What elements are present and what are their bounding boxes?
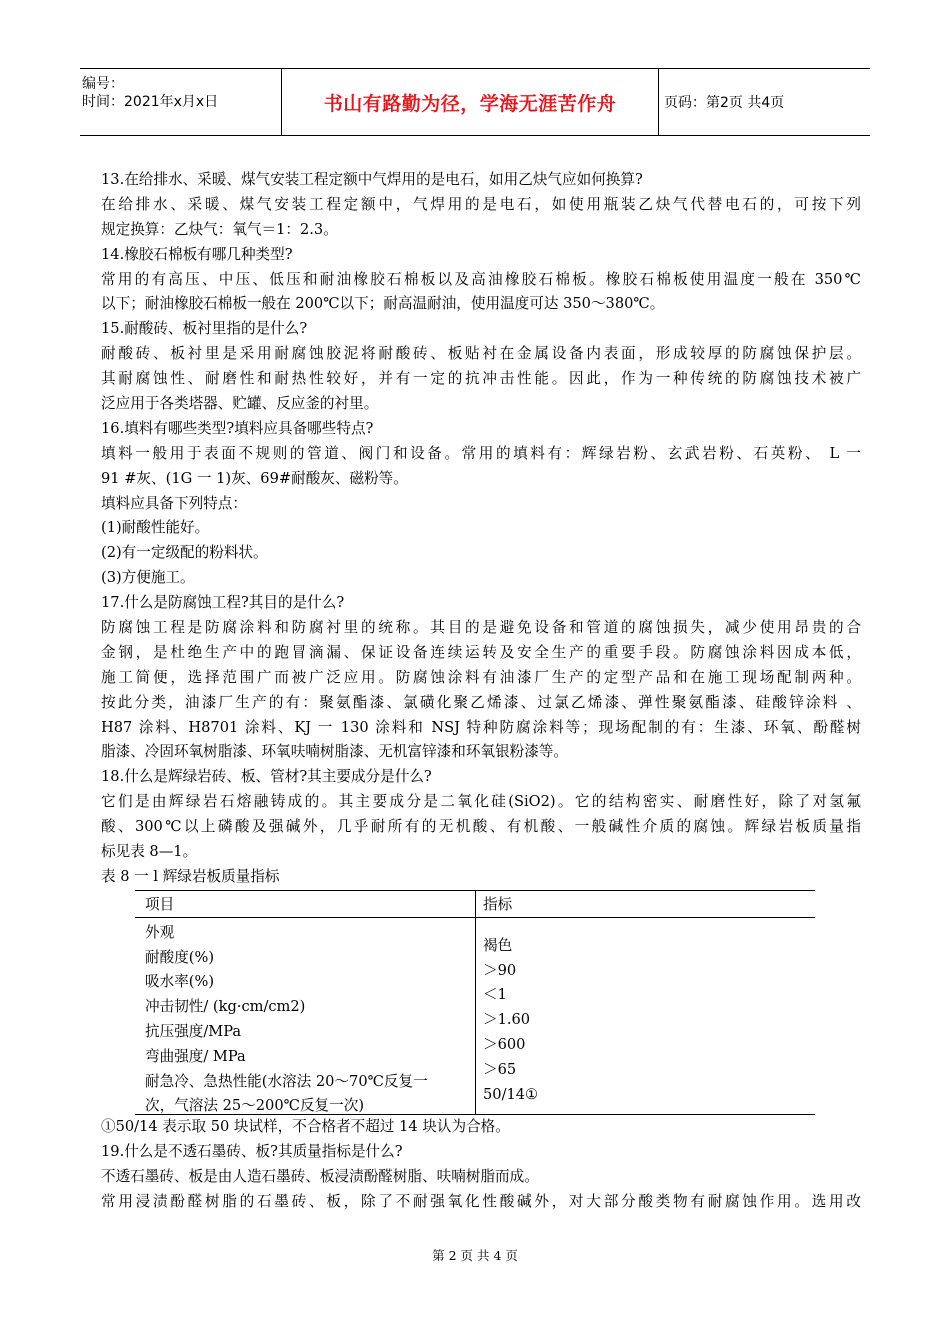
text-line: [101, 815, 861, 840]
text-line: [101, 666, 861, 691]
header-motto: 书山有路勤为径，学海无涯苦作舟: [323, 92, 617, 115]
text-block-upper: [101, 168, 861, 890]
text-line-content: 14.橡胶石棉板有哪几种类型?: [101, 245, 293, 263]
text-line: [101, 516, 861, 541]
table-item: 弯曲强度/ MPa: [145, 1047, 246, 1065]
page-footer: 第 2 页 共 4 页: [432, 1248, 518, 1263]
text-line: [101, 392, 861, 417]
text-line-content: 91 #灰、(1G 一 1)灰、69#耐酸灰、磁粉等。: [101, 469, 408, 487]
text-line: [101, 442, 861, 467]
text-line: [101, 317, 861, 342]
text-line-content: 规定换算：乙炔气：氧气＝1：2.3。: [101, 220, 338, 238]
text-line-content: 18.什么是辉绿岩砖、板、管材?其主要成分是什么?: [101, 768, 432, 786]
text-line-content: 脂漆、冷固环氧树脂漆、环氧呋喃树脂漆、无机富锌漆和环氧银粉漆等。: [101, 743, 569, 761]
text-line-content: (2)有一定级配的粉料状。: [101, 544, 268, 562]
text-line: [101, 641, 861, 666]
table-item: 吸水率(%): [145, 973, 215, 991]
table-item: 耐急冷、急热性能(水溶法 20～70℃反复一: [145, 1072, 428, 1090]
header-time-label: 时间：2021年x月x日: [82, 94, 219, 110]
text-line-content: (3)方便施工。: [101, 569, 195, 587]
table-item: 抗压强度/MPa: [145, 1023, 242, 1041]
text-line-content: 填料一般用于表面不规则的管道、阀门和设备。常用的填料有：辉绿岩粉、玄武岩粉、石英粉、 L 一: [101, 444, 861, 462]
text-line: [101, 367, 861, 392]
text-line-content: 其耐腐蚀性、耐磨性和耐热性较好，并有一定的抗冲击性能。因此，作为一种传统的防腐蚀技术被广: [101, 370, 861, 388]
table-item: 冲击韧性/ (kg·cm/cm2): [145, 998, 306, 1016]
text-line-content: 耐酸砖、板衬里是采用耐腐蚀胶泥将耐酸砖、板贴衬在金属设备内表面，形成较厚的防腐蚀保护层。: [101, 345, 861, 363]
text-line-content: 表 8 一 l 辉绿岩板质量指标: [101, 867, 280, 885]
text-line-content: 不透石墨砖、板是由人造石墨砖、板浸渍酚醛树脂、呋喃树脂而成。: [101, 1167, 539, 1185]
table-value: ＞90: [483, 961, 517, 979]
table-item: 耐酸度(%): [145, 948, 215, 966]
text-line-content: 在给排水、采暖、煤气安装工程定额中，气焊用的是电石，如使用瓶装乙炔气代替电石的，可按下列: [101, 195, 861, 213]
table-value: ＞1.60: [483, 1011, 531, 1029]
table-item: 外观: [145, 923, 175, 941]
table-item: 次，气溶法 25～200℃反复一次): [145, 1097, 365, 1115]
text-line: [101, 591, 861, 616]
text-line-content: 酸、300℃以上磷酸及强碱外，几乎耐所有的无机酸、有机酸、一般碱性介质的腐蚀。辉绿岩板质量指: [101, 818, 861, 836]
text-line: [101, 840, 861, 865]
text-line: [101, 417, 861, 442]
text-line-content: ①50/14 表示取 50 块试样，不合格者不超过 14 块认为合格。: [101, 1117, 510, 1135]
text-line-content: (1)耐酸性能好。: [101, 519, 210, 537]
table-items-column: [145, 921, 475, 1119]
text-line: [101, 765, 861, 790]
table-value: ＞600: [483, 1036, 526, 1054]
text-line: [101, 342, 861, 367]
table-value: 褐色: [483, 936, 513, 954]
text-line: [101, 243, 861, 268]
text-line: [101, 716, 861, 741]
text-block-lower: [101, 1115, 861, 1215]
text-line-content: 13.在给排水、采暖、煤气安装工程定额中气焊用的是电石，如用乙炔气应如何换算?: [101, 171, 643, 188]
table-values-column: [483, 934, 803, 1108]
table-value: 50/14①: [483, 1085, 539, 1103]
text-line-content: 填料应具备下列特点：: [101, 494, 247, 512]
text-line: [101, 193, 861, 218]
text-line: [101, 740, 861, 765]
text-line-content: 泛应用于各类塔器、贮罐、反应釜的衬里。: [101, 395, 379, 413]
text-line: [101, 1140, 861, 1165]
header-meta: [80, 69, 280, 135]
text-line: [101, 168, 861, 193]
text-line: [101, 616, 861, 641]
text-line-content: 施工简便，选择范围广而被广泛应用。防腐蚀涂料有油漆厂生产的定型产品和在施工现场配制两种。: [101, 668, 861, 686]
text-line: [101, 492, 861, 517]
quality-table: [135, 890, 815, 1115]
text-line-content: H87 涂料、H8701 涂料、KJ 一 130 涂料和 NSJ 特种防腐涂料等；现场配制的有：生漆、环氧、酚醛树: [101, 718, 861, 736]
text-line-content: 常用浸渍酚醛树脂的石墨砖、板，除了不耐强氧化性酸碱外，对大部分酸类物有耐腐蚀作用。选用改: [101, 1192, 861, 1210]
text-line: [101, 541, 861, 566]
text-line-content: 19.什么是不透石墨砖、板?其质量指标是什么?: [101, 1142, 403, 1160]
text-line-content: 金钢，是杜绝生产中的跑冒滴漏、保证设备连续运转及安全生产的重要手段。防腐蚀涂料因成本低，: [101, 643, 861, 661]
text-line: [101, 865, 861, 890]
text-line: [101, 1190, 861, 1215]
text-line-content: 以下；耐油橡胶石棉板一般在 200℃以下；耐高温耐油，使用温度可达 350～380℃。: [101, 295, 665, 313]
text-line-content: 17.什么是防腐蚀工程?其目的是什么?: [101, 594, 345, 612]
text-line-content: 常用的有高压、中压、低压和耐油橡胶石棉板以及高油橡胶石棉板。橡胶石棉板使用温度一般在 350℃: [101, 270, 861, 288]
text-line: [101, 292, 861, 317]
header-number-label: 编号：: [82, 76, 124, 92]
text-line: [101, 691, 861, 716]
text-line-content: 标见表 8—1。: [101, 843, 198, 861]
text-line: [101, 1165, 861, 1190]
text-line-content: 16.填料有哪些类型?填料应具备哪些特点?: [101, 419, 374, 437]
text-line-content: 15.耐酸砖、板衬里指的是什么?: [101, 320, 308, 338]
document-body: [101, 168, 861, 1214]
text-line: [101, 566, 861, 591]
table-value: ＞65: [483, 1060, 517, 1078]
text-line-content: 按此分类，油漆厂生产的有：聚氨酯漆、氯磺化聚乙烯漆、过氯乙烯漆、弹性聚氨酯漆、硅酸锌涂料 、: [101, 693, 861, 711]
header-page-info: 页码：第2页 共4页: [664, 95, 785, 111]
text-line: [101, 790, 861, 815]
text-line: [101, 218, 861, 243]
table-value: ＜1: [483, 986, 507, 1004]
text-line-content: 防腐蚀工程是防腐涂料和防腐衬里的统称。其目的是避免设备和管道的腐蚀损失，减少使用昂贵的合: [101, 619, 861, 637]
text-line: [101, 467, 861, 492]
text-line: [101, 268, 861, 293]
header-motto-cell: [281, 69, 659, 135]
text-line-content: 它们是由辉绿岩石熔融铸成的。其主要成分是二氧化硅(SiO2)。它的结构密实、耐磨性好，除了对氢氟: [101, 793, 861, 811]
table-header-index: 指标: [483, 895, 513, 913]
page-header: [80, 68, 870, 136]
table-header-item: 项目: [145, 895, 175, 913]
table-column-divider: [475, 891, 476, 1114]
